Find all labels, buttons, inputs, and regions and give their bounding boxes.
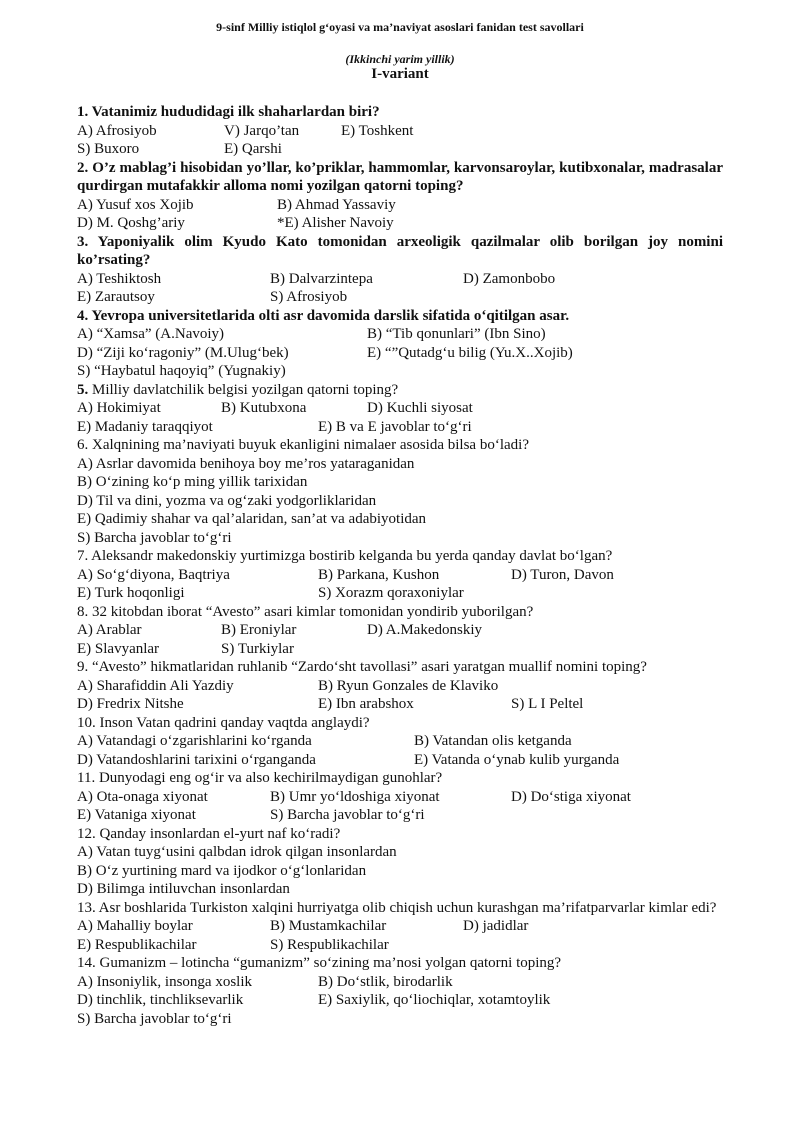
answer-row — [77, 732, 723, 751]
answer-option: B) Do‘stlik, birodarlik — [318, 973, 453, 990]
answer-option: S) “Haybatul haqoyiq” (Yugnakiy) — [77, 363, 286, 379]
answer-option: D) Do‘stiga xiyonat — [511, 788, 631, 805]
answer-row — [77, 806, 723, 825]
answer-option: D) Zamonbobo — [463, 270, 556, 287]
answer-option: E) Qarshi — [224, 141, 282, 157]
answer-option: A) Ota-onaga xiyonat — [77, 788, 208, 805]
answer-row — [77, 362, 723, 381]
answer-row — [77, 473, 723, 492]
answer-row — [77, 122, 723, 141]
answer-option: B) Eroniylar — [221, 622, 297, 638]
answer-option: D) tinchlik, tinchliksevarlik — [77, 992, 244, 1008]
answer-option: E) Turk hoqonligi — [77, 585, 185, 601]
answer-option: D) Fredrix Nitshe — [77, 696, 184, 712]
answer-option: D) Bilimga intiluvchan insonlardan — [77, 881, 290, 897]
answer-option: B) Dalvarzintepa — [270, 270, 373, 287]
answer-option: B) O‘zining ko‘p ming yillik tarixidan — [77, 474, 308, 490]
answer-row — [77, 621, 723, 640]
answer-option: B) Kutubxona — [221, 400, 307, 416]
question-14: 14. Gumanizm – lotincha “gumanizm” so‘zining ma’nosi yolgan qatorni toping? — [77, 955, 562, 971]
answer-row — [77, 344, 723, 363]
answer-option: A) Vatan tuyg‘usini qalbdan idrok qilgan insonlardan — [77, 844, 397, 860]
answer-row — [77, 843, 723, 862]
question-number: 5. — [77, 381, 89, 398]
answer-option: B) O‘z yurtining mard va ijodkor o‘g‘lonlaridan — [77, 862, 367, 879]
answer-option: A) Hokimiyat — [77, 400, 161, 416]
answer-option: S) Afrosiyob — [270, 289, 348, 305]
answer-option: E) Toshkent — [341, 122, 414, 139]
answer-row — [77, 455, 723, 474]
answer-option: A) So‘g‘diyona, Baqtriya — [77, 566, 230, 583]
answer-option: B) Parkana, Kushon — [318, 566, 440, 583]
answer-option: V) Jarqo’tan — [224, 122, 300, 139]
answer-row — [77, 751, 723, 770]
answer-row — [77, 492, 723, 511]
answer-option: E) Zarautsoy — [77, 289, 155, 305]
answer-option: A) Asrlar davomida benihoya boy me’ros yataraganidan — [77, 455, 415, 472]
question-1: 1. Vatanimiz hududidagi ilk shaharlardan biri? — [77, 104, 380, 120]
question-11: 11. Dunyodagi eng og‘ir va also kechirilmaydigan gunohlar? — [77, 770, 443, 786]
answer-row — [77, 196, 723, 215]
answer-option: E) “”Qutadg‘u bilig (Yu.X..Xojib) — [367, 344, 573, 361]
answer-row — [77, 214, 723, 233]
answer-row — [77, 566, 723, 585]
answer-row — [77, 399, 723, 418]
answer-option: E) Qadimiy shahar va qal’alaridan, san’at va adabiyotidan — [77, 511, 427, 527]
answer-row — [77, 936, 723, 955]
answer-option: D) Turon, Davon — [511, 566, 614, 583]
variant-label: I-variant — [371, 66, 429, 82]
answer-row — [77, 788, 723, 807]
answer-row — [77, 510, 723, 529]
document-title: 9-sinf Milliy istiqlol g‘oyasi va ma’naviyat asoslari fanidan test savollari — [216, 20, 584, 34]
answer-option: D) jadidlar — [463, 918, 529, 934]
answer-option: E) Madaniy taraqqiyot — [77, 418, 213, 435]
answer-option: E) Ibn arabshox — [318, 696, 414, 712]
answer-option: S) Xorazm qoraxoniylar — [318, 585, 464, 601]
answer-option: A) Vatandagi o‘zgarishlarini ko‘rganda — [77, 733, 312, 749]
answer-option: D) Kuchli siyosat — [367, 400, 473, 416]
answer-option: B) Ahmad Yassaviy — [277, 196, 396, 213]
answer-option: B) “Tib qonunlari” (Ibn Sino) — [367, 326, 546, 342]
answer-row — [77, 880, 723, 899]
answer-option: A) Arablar — [77, 622, 142, 638]
questions-list — [77, 103, 723, 1028]
answer-row — [77, 1010, 723, 1029]
answer-option: B) Mustamkachilar — [270, 918, 387, 934]
answer-option: *E) Alisher Navoiy — [277, 215, 394, 231]
answer-option: B) Umr yo‘ldoshiga xiyonat — [270, 788, 440, 805]
answer-option: A) Sharafiddin Ali Yazdiy — [77, 677, 234, 694]
answer-option: A) Insoniylik, insonga xoslik — [77, 973, 252, 990]
answer-option: B) Vatandan olis ketganda — [414, 733, 572, 749]
answer-option: E) Vatanda o‘ynab kulib yurganda — [414, 751, 620, 768]
answer-row — [77, 640, 723, 659]
answer-option: D) M. Qoshg’ariy — [77, 215, 185, 231]
answer-row — [77, 677, 723, 696]
answer-option: S) Barcha javoblar to‘g‘ri — [77, 529, 232, 546]
question-3: 3. Yaponiyalik olim Kyudo Kato tomonidan arxeoligik qazilmalar olib borilgan joy nomini ko’rsating? — [77, 233, 723, 268]
answer-option: D) Til va dini, yozma va og‘zaki yodgorliklaridan — [77, 492, 377, 509]
answer-option: A) Yusuf xos Xojib — [77, 196, 194, 213]
question-4: 4. Yevropa universitetlarida olti asr davomida darslik sifatida o‘qitilgan asar. — [77, 307, 570, 324]
answer-row — [77, 695, 723, 714]
answer-option: E) Vataniga xiyonat — [77, 807, 196, 823]
answer-row — [77, 288, 723, 307]
semester-label: (Ikkinchi yarim yillik) — [345, 52, 455, 66]
answer-row — [77, 917, 723, 936]
answer-row — [77, 991, 723, 1010]
question-text: Milliy davlatchilik belgisi yozilgan qatorni toping? — [88, 381, 399, 398]
answer-option: A) “Xamsa” (A.Navoiy) — [77, 326, 225, 342]
answer-option: E) B va E javoblar to‘g‘ri — [318, 418, 472, 435]
answer-option: A) Afrosiyob — [77, 122, 157, 139]
question-6: 6. Xalqnining ma’naviyati buyuk ekanligini nimalaer asosida bilsa bo‘ladi? — [77, 437, 529, 453]
answer-row — [77, 140, 723, 159]
question-10: 10. Inson Vatan qadrini qanday vaqtda anglaydi? — [77, 714, 370, 731]
answer-row — [77, 584, 723, 603]
answer-option: E) Saxiylik, qo‘liochiqlar, xotamtoylik — [318, 992, 551, 1008]
question-7: 7. Aleksandr makedonskiy yurtimizga bostirib kelganda bu yerda qanday davlat bo‘lgan? — [77, 548, 613, 564]
answer-option: S) Barcha javoblar to‘g‘ri — [270, 807, 425, 823]
answer-option: B) Ryun Gonzales de Klaviko — [318, 677, 499, 694]
answer-option: D) “Ziji ko‘ragoniy” (M.Ulug‘bek) — [77, 344, 289, 361]
question-13: 13. Asr boshlarida Turkiston xalqini hurriyatga olib chiqish uchun kurashgan ma’rifatparvarlar kimlar edi? — [77, 899, 717, 916]
answer-row — [77, 325, 723, 344]
question-9: 9. “Avesto” hikmatlaridan ruhlanib “Zardo‘sht tavollasi” asari yaratgan muallif nomini toping? — [77, 659, 647, 675]
answer-row — [77, 418, 723, 437]
answer-option: D) A.Makedonskiy — [367, 622, 482, 638]
answer-row — [77, 529, 723, 548]
answer-row — [77, 862, 723, 881]
answer-option: A) Mahalliy boylar — [77, 918, 193, 934]
answer-option: E) Slavyanlar — [77, 640, 160, 657]
answer-option: S) Turkiylar — [221, 640, 294, 657]
question-8: 8. 32 kitobdan iborat “Avesto” asari kimlar tomonidan yondirib yuborilgan? — [77, 603, 534, 620]
answer-option: S) Barcha javoblar to‘g‘ri — [77, 1010, 232, 1027]
question-12: 12. Qanday insonlardan el-yurt naf ko‘radi? — [77, 825, 341, 842]
answer-option: D) Vatandoshlarini tarixini o‘rganganda — [77, 751, 316, 768]
question-5 — [77, 381, 723, 400]
answer-option: E) Respublikachilar — [77, 936, 197, 953]
answer-option: A) Teshiktosh — [77, 270, 162, 287]
answer-row — [77, 973, 723, 992]
answer-option: S) Buxoro — [77, 141, 140, 157]
answer-option: S) L I Peltel — [511, 696, 584, 712]
answer-row — [77, 270, 723, 289]
answer-option: S) Respublikachilar — [270, 936, 389, 953]
question-2: 2. O’z mablag’i hisobidan yo’llar, ko’priklar, hammomlar, karvonsaroylar, kutibxonalar, madrasalar qurdirgan mutafakkir alloma nomi yozilgan qatorni toping? — [77, 159, 723, 194]
